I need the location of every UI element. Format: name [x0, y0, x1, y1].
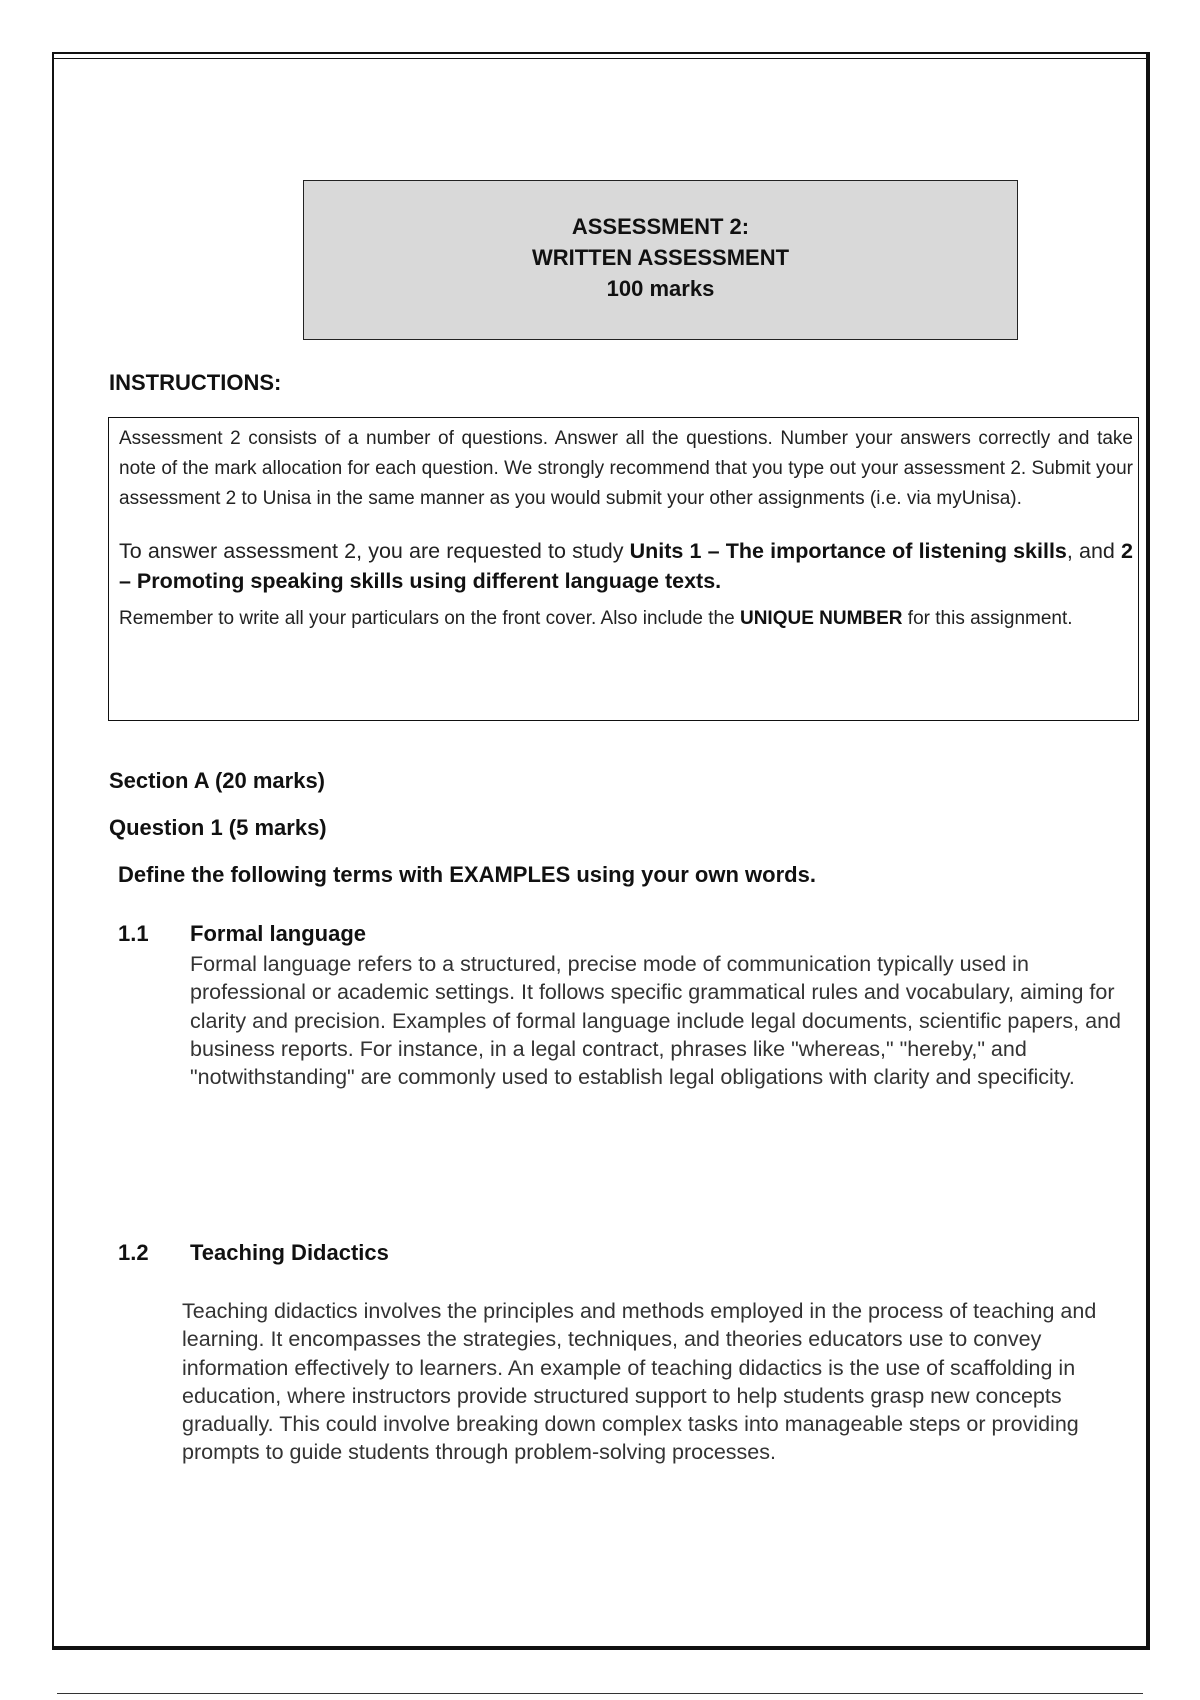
- question-prompt: Define the following terms with EXAMPLES using your own words.: [118, 862, 816, 887]
- border-double-line: [52, 58, 1150, 59]
- title-line-2: WRITTEN ASSESSMENT: [531, 245, 790, 270]
- instructions-heading: INSTRUCTIONS:: [109, 370, 282, 395]
- study-text: To answer assessment 2, you are requested to study: [119, 539, 630, 563]
- particulars-text: Remember to write all your particulars on the front cover. Also include the: [119, 608, 740, 629]
- unique-number-text: UNIQUE NUMBER: [739, 608, 903, 629]
- question-number-1-2: 1.2: [118, 1240, 149, 1265]
- conjunction-text: , and: [1066, 539, 1122, 563]
- question-title-teaching-didactics: Teaching Didactics: [190, 1240, 389, 1265]
- instructions-paragraph-1: Assessment 2 consists of a number of questions. Answer all the questions. Number your answers correctly and take note of the mark allocation for each question. We strongly recommend that you type out your assessment 2. Submit your assessment 2 to Unisa in the same manner as you would submit your other assignments (i.e. via myUnisa).: [119, 428, 1133, 509]
- assignment-text: for this assignment.: [902, 608, 1073, 629]
- question-title-formal-language: Formal language: [190, 921, 367, 946]
- answer-formal-language: Formal language refers to a structured, precise mode of communication typically used in professional or academic settings. It follows specific grammatical rules and vocabulary, aiming for clarity and precision. Examples of formal language include legal documents, scientific papers, and business reports. For instance, in a legal contract, phrases like "whereas," "hereby," and "notwithstanding" are commonly used to establish legal obligations with clarity and specificity.: [190, 952, 1121, 1090]
- title-line-3: 100 marks: [606, 276, 715, 301]
- question-1-heading: Question 1 (5 marks): [109, 815, 327, 840]
- answer-teaching-didactics: Teaching didactics involves the principles and methods employed in the process of teaching and learning. It encompasses the strategies, techniques, and theories educators use to convey information effectively to learners. An example of teaching didactics is the use of scaffolding in education, where instructors provide structured support to help students grasp new concepts gradually. This could involve breaking down complex tasks into manageable steps or providing prompts to guide students through problem-solving processes.: [182, 1299, 1097, 1465]
- title-line-1: ASSESSMENT 2:: [571, 214, 750, 239]
- section-a-heading: Section A (20 marks): [109, 768, 326, 793]
- instructions-box: [108, 417, 1139, 721]
- instructions-paragraph-3: [119, 606, 1133, 632]
- unit-1-title: Units 1 – The importance of listening skills: [629, 539, 1067, 563]
- instructions-paragraph-2: [119, 536, 1133, 596]
- assessment-title-box: [303, 180, 1018, 340]
- footer-rule: [57, 1693, 1143, 1694]
- unit-2-title: 2 – Promoting speaking skills using different language texts.: [119, 539, 1134, 593]
- question-number-1-1: 1.1: [118, 921, 149, 946]
